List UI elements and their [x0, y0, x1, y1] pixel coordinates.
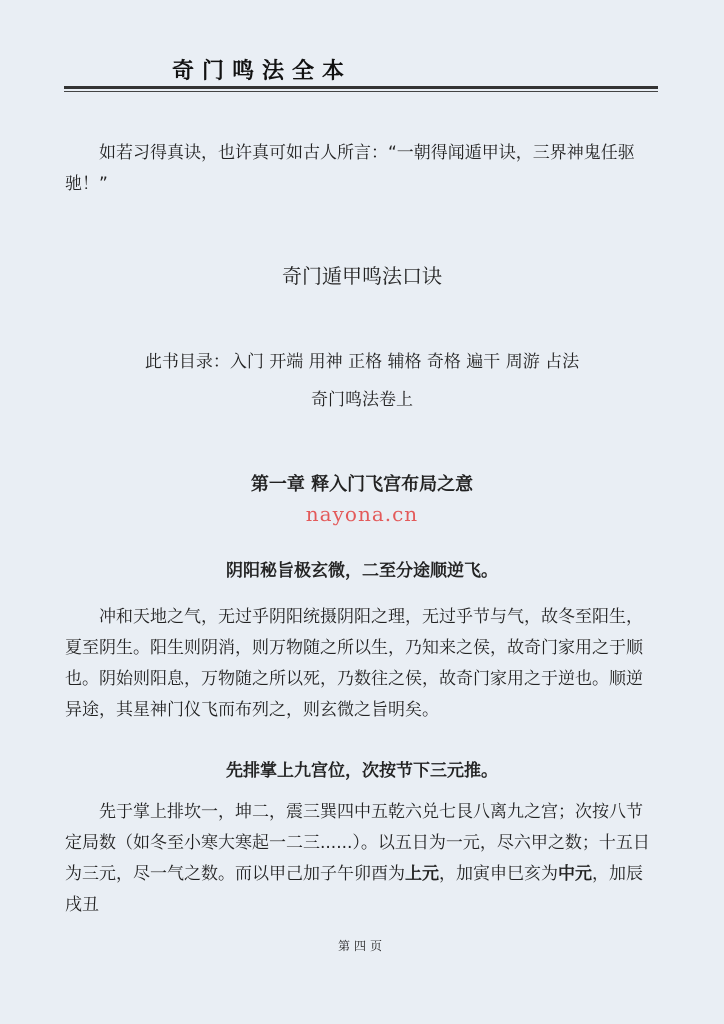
page-number: 第四页 [337, 939, 386, 953]
header-rule-thick [64, 86, 658, 89]
verse-heading-1: 阴阳秘旨极玄微，二至分途顺逆飞。 [226, 561, 498, 581]
table-of-contents: 此书目录：入门 开端 用神 正格 辅格 奇格 遍干 周游 占法 [144, 352, 580, 372]
body-paragraph-2 [65, 797, 658, 921]
paragraph-2-text-1: 先于掌上排坎一，坤二，震三巽四中五乾六兑七艮八离九之宫；次按八节定局数（如冬至小寒大寒起一二三......）。以五日为一元，尽六甲之数；十五日为三元，尽一气之数。而以甲己加子午卯酉为 [65, 802, 650, 884]
header-title: 奇门鸣法全本 [172, 59, 353, 84]
paragraph-2-text-3: ，加辰戌丑 [65, 864, 643, 915]
header-rule-thin [64, 91, 658, 92]
body-paragraph-1: 冲和天地之气，无过乎阴阳统摄阴阳之理，无过乎节与气，故冬至阳生，夏至阴生。阳生则阴消，则万物随之所以生，乃知来之侯，故奇门家用之于顺也。阴始则阳息，万物随之所以死，乃数往之侯，故奇门家用之于逆也。顺逆异途，其星神门仪飞而布列之，则玄微之旨明矣。 [65, 607, 643, 720]
verse-heading-2: 先排掌上九宫位，次按节下三元推。 [226, 761, 498, 781]
watermark: nayona.cn [305, 502, 419, 526]
paragraph-2-text-2: ，加寅申巳亥为 [439, 864, 558, 884]
intro-paragraph: 如若习得真诀，也许真可如古人所言：“一朝得闻遁甲诀，三界神鬼任驱驰！” [65, 143, 635, 194]
chapter-title: 第一章 释入门飞宫布局之意 [250, 474, 474, 495]
volume-title: 奇门鸣法卷上 [311, 390, 413, 410]
term-shang-yuan: 上元 [405, 864, 439, 884]
term-zhong-yuan: 中元 [558, 864, 592, 884]
section-title: 奇门遁甲鸣法口诀 [282, 264, 442, 288]
